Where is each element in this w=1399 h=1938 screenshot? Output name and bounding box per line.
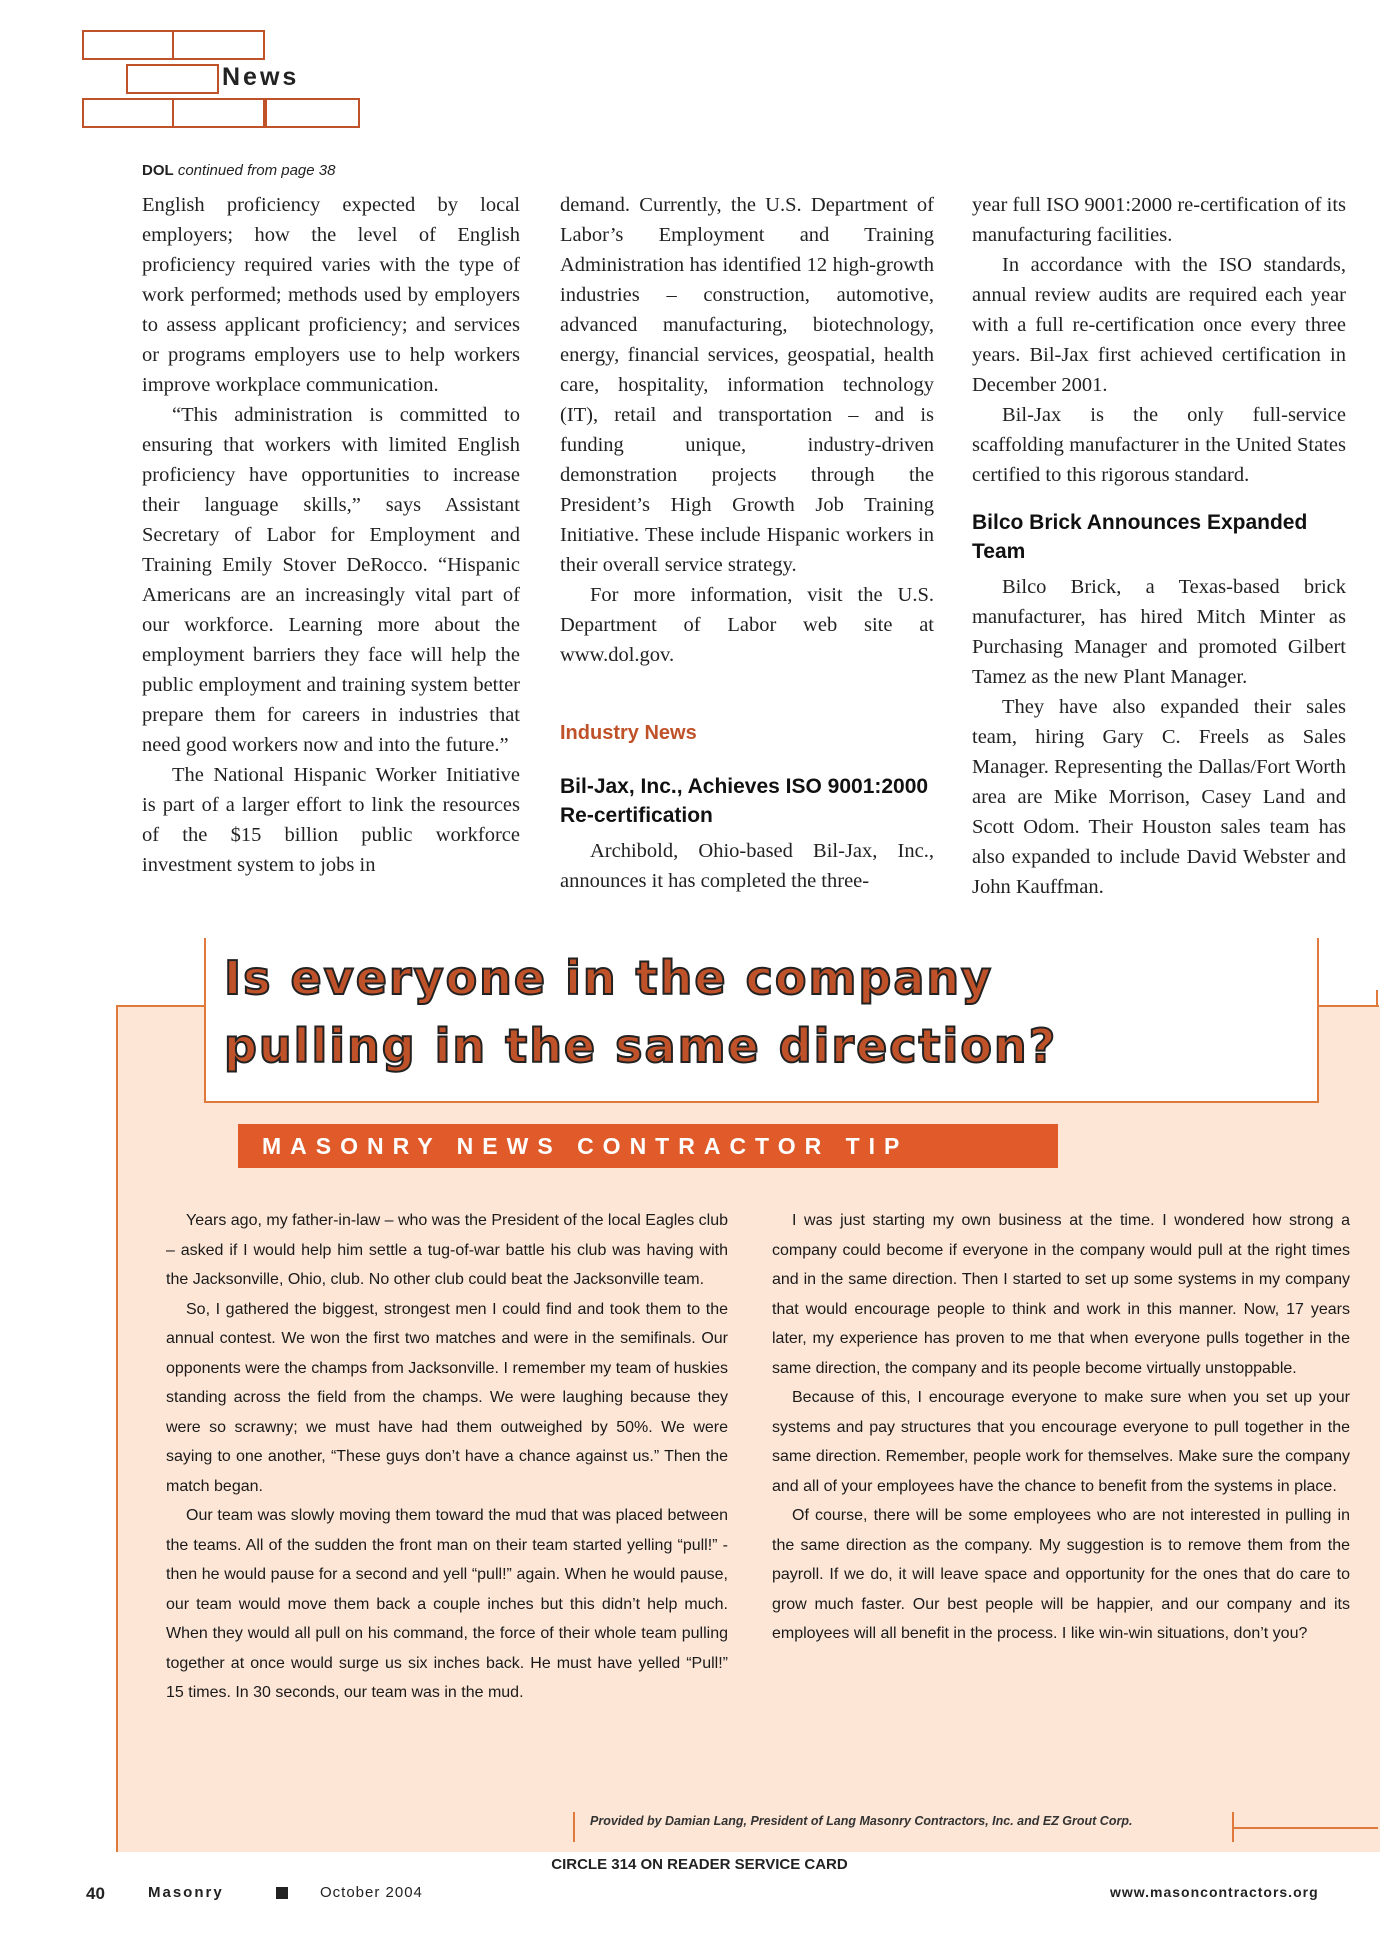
article-heading: Bilco Brick Announces Expanded Team bbox=[972, 511, 1308, 563]
article-heading: Bil-Jax, Inc., Achieves ISO 9001:2000 Re-certification bbox=[560, 775, 929, 827]
magazine-name: Masonry bbox=[148, 1884, 224, 1901]
credit-divider bbox=[1232, 1827, 1378, 1829]
tip-credit: Provided by Damian Lang, President of Lang Masonry Contractors, Inc. and EZ Grout Corp. bbox=[590, 1814, 1133, 1828]
brick-shape bbox=[172, 30, 265, 60]
brick-shape bbox=[82, 98, 174, 128]
paragraph: Years ago, my father-in-law – who was the President of the local Eagles club – asked if I would help him settle a tug-of-war battle his club was having with the Jacksonville, Ohio, club. No other club could beat the Jacksonville team. bbox=[166, 1212, 728, 1288]
tip-border-line bbox=[1317, 1005, 1379, 1007]
section-title: News bbox=[222, 63, 300, 91]
paragraph: They have also expanded their sales team, hiring Gary C. Freels as Sales Manager. Representing the Dallas/Fort Worth area are Mike Morrison, Casey Land and Scott Odom. Their Houston sales team has also expanded to include David Webster and John Kauffman. bbox=[972, 696, 1346, 898]
brick-shape bbox=[172, 98, 265, 128]
paragraph: Of course, there will be some employees who are not interested in pulling in the same direction as the company. My suggestion is to remove them from the payroll. If we do, it will leave space and opportunity for the ones that do care to grow much faster. Our best people will be happier, and our company and its employees will all benefit in the process. I like win-win situations, don’t you? bbox=[772, 1507, 1350, 1642]
headline-line: pulling in the same direction? bbox=[224, 1019, 1058, 1073]
article-column-2 bbox=[560, 190, 934, 896]
paragraph: year full ISO 9001:2000 re-certification of its manufacturing facilities. bbox=[972, 194, 1346, 246]
paragraph: Our team was slowly moving them toward the mud that was placed between the teams. All of the sudden the front man on their team started yelling “pull!” - then he would pause for a second and yell “pull!” again. When he would pause, our team would move them back a couple inches but this didn’t help much. When they would all pull on his command, the force of their whole team pulling together at once would surge us six inches back. He must have yelled “Pull!” 15 times. In 30 seconds, our team was in the mud. bbox=[166, 1507, 728, 1701]
credit-divider bbox=[573, 1812, 575, 1842]
kicker-text: continued from page 38 bbox=[177, 162, 336, 179]
paragraph: Bil-Jax is the only full-service scaffolding manufacturer in the United States certified to this rigorous standard. bbox=[972, 404, 1346, 486]
headline-line: Is everyone in the company bbox=[224, 951, 994, 1005]
page-number: 40 bbox=[86, 1884, 105, 1903]
paragraph: So, I gathered the biggest, strongest men I could find and took them to the annual contest. We won the first two matches and were in the semifinals. Our opponents were the champs from Jacksonville. I remember my team of huskies standing across the field from the champs. We were laughing because they were so scrawny; we must have had them outweighed by 50%. We were saying to one another, “These guys don’t have a chance against us.” Then the match began. bbox=[166, 1300, 728, 1495]
tip-column-left bbox=[166, 1206, 728, 1708]
article-column-3 bbox=[972, 190, 1346, 902]
continued-kicker bbox=[142, 162, 335, 179]
tip-column-right bbox=[772, 1206, 1350, 1649]
brick-shape bbox=[82, 30, 174, 60]
tip-headline-box bbox=[204, 938, 1319, 1103]
issue-date: October 2004 bbox=[320, 1884, 423, 1901]
website-link[interactable]: www.masoncontractors.org bbox=[1110, 1884, 1319, 1900]
paragraph: Archibold, Ohio-based Bil-Jax, Inc., announces it has completed the three- bbox=[560, 840, 934, 892]
brick-shape bbox=[265, 98, 360, 128]
tip-banner: MASONRY NEWS CONTRACTOR TIP bbox=[238, 1124, 1058, 1168]
kicker-label: DOL bbox=[142, 162, 174, 179]
paragraph: Bilco Brick, a Texas-based brick manufacturer, has hired Mitch Minter as Purchasing Manager and promoted Gilbert Tamez as the new Plant Manager. bbox=[972, 576, 1346, 688]
tip-headline bbox=[224, 944, 1057, 1080]
paragraph: I was just starting my own business at the time. I wondered how strong a company could become if everyone in the company would pull at the right times and in the same direction. Then I started to set up some systems in my company that would encourage people to think and work in this manner. Now, 17 years later, my experience has proven to me that when everyone pulls together in the same direction, the company and its people become virtually unstoppable. bbox=[772, 1212, 1350, 1377]
paragraph: Because of this, I encourage everyone to make sure when you set up your systems and pay structures that you encourage everyone to pull together in the same direction. Remember, people work for themselves. Make sure the company and all of your employees have the chance to benefit from the systems in place. bbox=[772, 1389, 1350, 1495]
footer-square-icon bbox=[276, 1887, 288, 1899]
paragraph: demand. Currently, the U.S. Department of Labor’s Employment and Training Administration has identified 12 high-growth industries – construction, automotive, advanced manufacturing, biotechnology, energy, financial services, geospatial, health care, hospitality, information technology (IT), retail and transportation – and is funding unique, industry-driven demonstration projects through the President’s High Growth Job Training Initiative. These include Hispanic workers in their overall service strategy. bbox=[560, 194, 934, 576]
paragraph: In accordance with the ISO standards, annual review audits are required each year with a full re-certification once every three years. Bil-Jax first achieved certification in December 2001. bbox=[972, 254, 1346, 396]
paragraph: The National Hispanic Worker Initiative is part of a larger effort to link the resources of the $15 billion public workforce investment system to jobs in bbox=[142, 764, 520, 876]
brick-shape bbox=[126, 64, 219, 94]
paragraph: For more information, visit the U.S. Department of Labor web site at www.dol.gov. bbox=[560, 584, 934, 666]
tip-border-line bbox=[1376, 990, 1378, 1006]
reader-service-note: CIRCLE 314 ON READER SERVICE CARD bbox=[551, 1856, 848, 1873]
tip-border-line bbox=[116, 1005, 206, 1007]
paragraph: “This administration is committed to ensuring that workers with limited English proficiency have opportunities to increase their language skills,” says Assistant Secretary of Labor for Employment and Training Emily Stover DeRocco. “Hispanic Americans are an increasingly vital part of our workforce. Learning more about the employment barriers they face will help the public employment and training system better prepare them for careers in industries that need good workers now and into the future.” bbox=[142, 404, 520, 756]
article-column-1 bbox=[142, 190, 520, 880]
paragraph: English proficiency expected by local employers; how the level of English proficiency required varies with the type of work performed; methods used by employers to assess applicant proficiency; and services or programs employers use to help workers improve workplace communication. bbox=[142, 194, 520, 396]
section-heading-industry-news: Industry News bbox=[560, 722, 697, 744]
